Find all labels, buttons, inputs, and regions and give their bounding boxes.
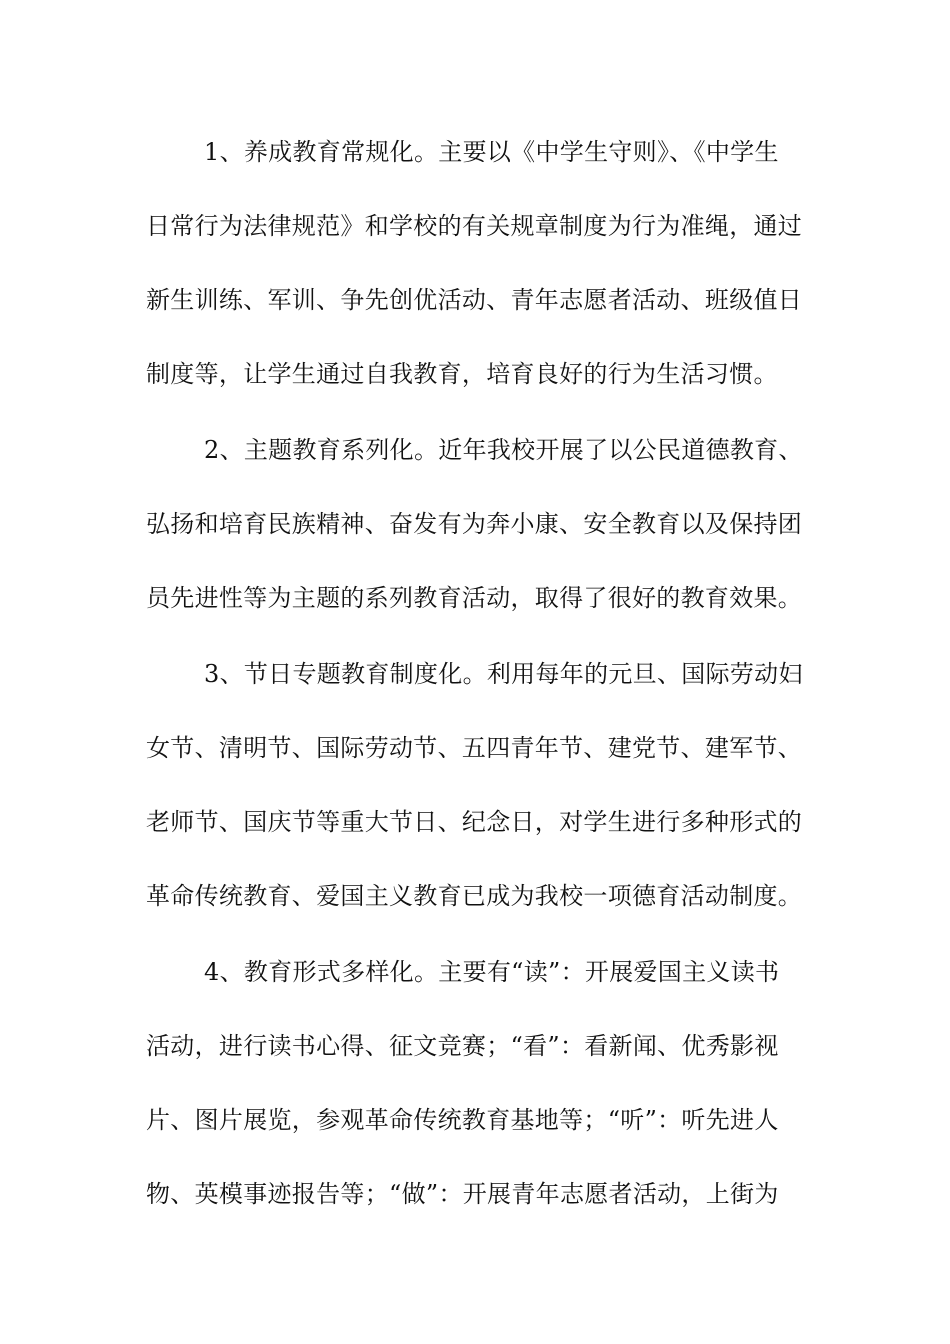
paragraph-3-line-3: 老师节、国庆节等重大节日、纪念日，对学生进行多种形式的 [146,808,803,836]
paragraph-3-line-2: 女节、清明节、国际劳动节、五四青年节、建党节、建军节、 [146,734,803,762]
paragraph-4-line-2: 活动，进行读书心得、征文竞赛；“看”：看新闻、优秀影视 [146,1032,779,1060]
paragraph-3-line-4: 革命传统教育、爱国主义教育已成为我校一项德育活动制度。 [146,882,803,910]
paragraph-1-line-2: 日常行为法律规范》和学校的有关规章制度为行为准绳，通过 [146,212,803,240]
paragraph-1-line-3: 新生训练、军训、争先创优活动、青年志愿者活动、班级值日 [146,286,803,314]
paragraph-2-line-3: 员先进性等为主题的系列教育活动，取得了很好的教育效果。 [146,584,803,612]
paragraph-4-line-1: 4、教育形式多样化。主要有“读”：开展爱国主义读书 [204,958,780,986]
paragraph-2-line-1: 2、主题教育系列化。近年我校开展了以公民道德教育、 [204,436,803,464]
paragraph-1-line-4: 制度等，让学生通过自我教育，培育良好的行为生活习惯。 [146,360,778,388]
paragraph-3-line-1: 3、节日专题教育制度化。利用每年的元旦、国际劳动妇 [204,660,803,688]
paragraph-1-line-1: 1、养成教育常规化。主要以《中学生守则》、《中学生 [204,138,779,166]
paragraph-4-line-4: 物、英模事迹报告等；“做”：开展青年志愿者活动，上街为 [146,1180,779,1208]
paragraph-2-line-2: 弘扬和培育民族精神、奋发有为奔小康、安全教育以及保持团 [146,510,803,538]
paragraph-4-line-3: 片、图片展览，参观革命传统教育基地等；“听”：听先进人 [146,1106,779,1134]
